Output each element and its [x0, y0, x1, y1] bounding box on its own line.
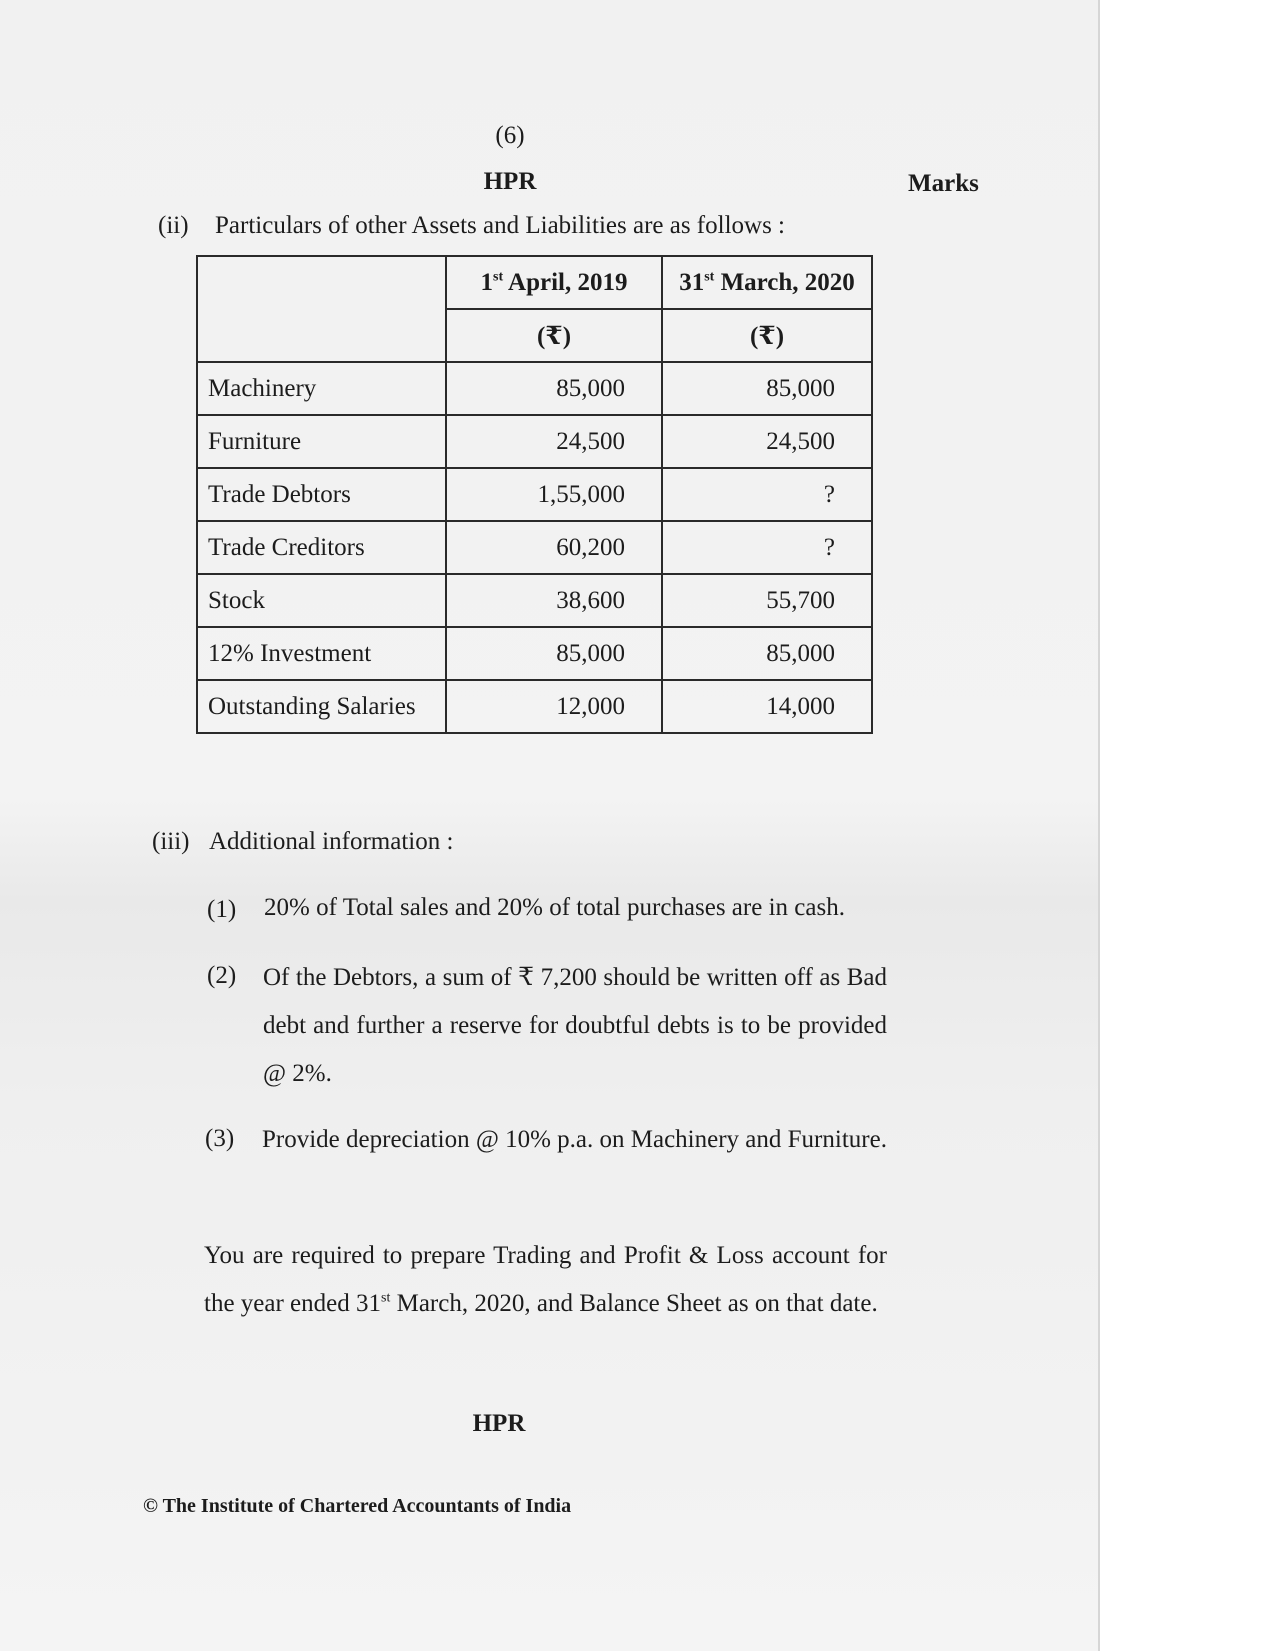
section-ii-intro: Particulars of other Assets and Liabilities are as follows : [215, 212, 786, 239]
row-label: Outstanding Salaries [197, 680, 446, 733]
value-2019: 60,200 [446, 521, 662, 574]
page-margin [1098, 0, 1275, 1651]
value-2019: 85,000 [446, 362, 662, 415]
column-header-2019: 1st April, 2019 [446, 256, 662, 309]
value-2020: 85,000 [662, 627, 872, 680]
table-corner-cell [197, 256, 446, 362]
table-row [197, 627, 872, 680]
header-code: HPR [483, 168, 537, 195]
value-2020: ? [662, 468, 872, 521]
row-label: 12% Investment [197, 627, 446, 680]
section-ii-label: (ii) [158, 212, 189, 239]
value-2019: 12,000 [446, 680, 662, 733]
value-2019: 1,55,000 [446, 468, 662, 521]
item-number: (3) [205, 1125, 235, 1152]
item-text: Provide depreciation @ 10% p.a. on Machinery and Furniture. [262, 1126, 887, 1153]
section-iii-title: Additional information : [209, 828, 454, 855]
footer-code: HPR [472, 1410, 526, 1437]
table-row [197, 468, 872, 521]
item-text: 20% of Total sales and 20% of total purchases are in cash. [264, 894, 845, 921]
marks-label: Marks [908, 170, 979, 197]
value-2019: 85,000 [446, 627, 662, 680]
currency-header-2020: (₹) [662, 309, 872, 362]
row-label: Stock [197, 574, 446, 627]
table-row [197, 521, 872, 574]
currency-header-2019: (₹) [446, 309, 662, 362]
value-2020: 24,500 [662, 415, 872, 468]
table-row [197, 415, 872, 468]
value-2019: 24,500 [446, 415, 662, 468]
question-text: You are required to prepare Trading and Profit & Loss account for the year ended 31st March, 2020, and Balance Sheet as on that date. [204, 1242, 887, 1317]
value-2019: 38,600 [446, 574, 662, 627]
table-header-row [197, 256, 872, 309]
row-label: Trade Creditors [197, 521, 446, 574]
item-number: (2) [207, 962, 237, 989]
assets-liabilities-table [196, 255, 873, 734]
value-2020: 85,000 [662, 362, 872, 415]
section-iii-label: (iii) [152, 828, 190, 855]
table-row [197, 362, 872, 415]
value-2020: 55,700 [662, 574, 872, 627]
table-row [197, 680, 872, 733]
table-row [197, 574, 872, 627]
value-2020: ? [662, 521, 872, 574]
copyright-notice: © The Institute of Chartered Accountants of India [143, 1495, 572, 1517]
row-label: Furniture [197, 415, 446, 468]
row-label: Machinery [197, 362, 446, 415]
item-text: Of the Debtors, a sum of ₹ 7,200 should be written off as Bad debt and further a reserve for doubtful debts is to be provided @ 2%. [263, 964, 887, 1087]
value-2020: 14,000 [662, 680, 872, 733]
item-number: (1) [207, 896, 237, 923]
page-number: (6) [495, 122, 525, 149]
row-label: Trade Debtors [197, 468, 446, 521]
column-header-2020: 31st March, 2020 [662, 256, 872, 309]
